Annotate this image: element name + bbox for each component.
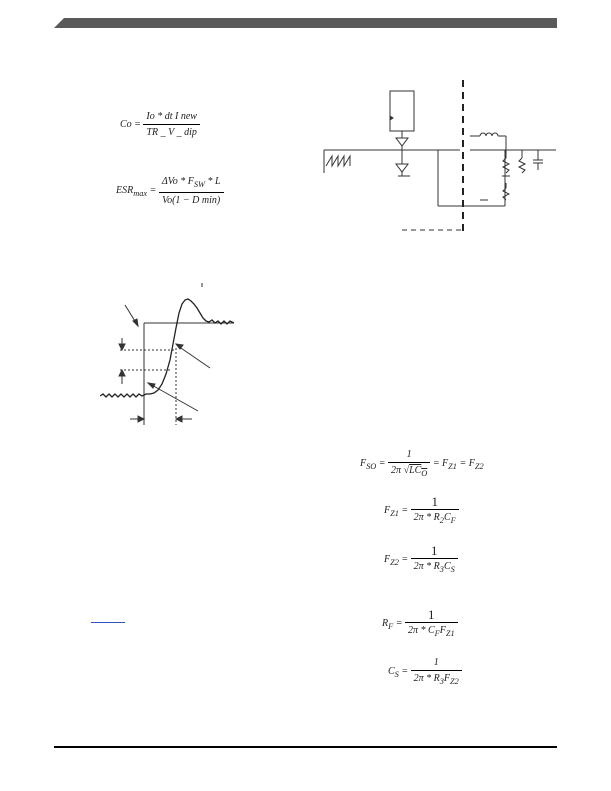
fz1-lhs: F	[384, 504, 391, 516]
fz2-den-sub1: 3	[439, 565, 444, 574]
rf-den-mid: F	[439, 625, 446, 636]
esr-eq: =	[149, 184, 157, 196]
rf-lhs-sub: F	[388, 621, 394, 631]
cs-den-sub2: Z2	[450, 677, 459, 686]
fz1-lhs-sub: Z1	[390, 508, 399, 518]
co-lhs: Co =	[120, 119, 141, 130]
rf-den-sub2: Z1	[445, 629, 455, 638]
fso-tail1-sub: Z1	[448, 461, 457, 471]
equation-fso: $F_{SO}$ = $\frac{1}{2\pi √LC_O}$ = $F_{Z1} = F_{Z2}$	[360, 449, 484, 478]
equation-rf	[382, 608, 458, 640]
fz2-den-mid: C	[443, 561, 451, 572]
cs-lhs: C	[388, 665, 395, 677]
cs-den-mid: F	[443, 673, 450, 684]
co-denominator: TR _ V _ dip	[146, 127, 197, 138]
fz1-eq: =	[401, 504, 409, 516]
cs-den: 2π * R	[413, 673, 440, 684]
equation-co	[120, 110, 200, 139]
fso-eq: =	[378, 457, 386, 469]
header-bar	[54, 18, 557, 28]
fz1-den-mid: C	[443, 512, 451, 523]
cs-lhs-sub: S	[394, 669, 399, 679]
rf-eq: =	[395, 617, 403, 629]
reference-link[interactable]	[91, 610, 125, 623]
fz2-lhs: F	[384, 553, 391, 565]
fz2-eq: =	[401, 553, 409, 565]
fso-den-rad-sub: O	[421, 469, 428, 478]
esr-lhs: ESR	[116, 184, 134, 196]
esr-num-sub: SW	[193, 180, 205, 189]
cs-den-sub1: 3	[439, 677, 444, 686]
rf-den: 2π * C	[407, 625, 435, 636]
co-numerator: Io * dt I new	[146, 111, 197, 122]
fz2-den: 2π * R	[413, 561, 440, 572]
fso-tail2-sub: Z2	[474, 461, 484, 471]
fso-den-pre: 2π	[391, 465, 402, 476]
fz2-den-sub2: S	[450, 565, 455, 574]
footer-rule	[54, 746, 557, 748]
cs-numerator: 1	[433, 657, 439, 668]
fz2-numerator: 1	[430, 543, 438, 558]
fso-den-rad: LC	[409, 465, 422, 476]
esr-numerator: ΔVo * F	[161, 176, 194, 187]
equation-cs	[388, 656, 462, 688]
fso-numerator: 1	[406, 449, 412, 460]
equation-fz1	[384, 495, 459, 527]
fz1-den-sub2: F	[450, 516, 456, 525]
fso-tail2: = F	[459, 457, 475, 469]
equation-esr	[116, 175, 224, 207]
equation-fz2	[384, 544, 458, 576]
cs-eq: =	[401, 665, 409, 677]
fso-tail1: = F	[432, 457, 449, 469]
rf-numerator: 1	[428, 607, 435, 622]
rf-den-sub1: F	[434, 629, 440, 638]
fz2-lhs-sub: Z2	[390, 557, 399, 567]
fz1-den: 2π * R	[413, 512, 440, 523]
fz1-numerator: 1	[431, 494, 438, 509]
fso-lhs-sub: SO	[366, 461, 377, 471]
circuit-schematic	[320, 78, 560, 238]
fz1-den-sub1: 2	[439, 516, 444, 525]
esr-denominator: Vo(1 − D min)	[162, 195, 221, 206]
esr-num-tail: * L	[204, 176, 221, 187]
transient-waveform	[100, 278, 240, 428]
rf-lhs: R	[382, 617, 389, 629]
esr-lhs-sub: max	[133, 188, 148, 198]
fso-lhs: F	[360, 457, 367, 469]
